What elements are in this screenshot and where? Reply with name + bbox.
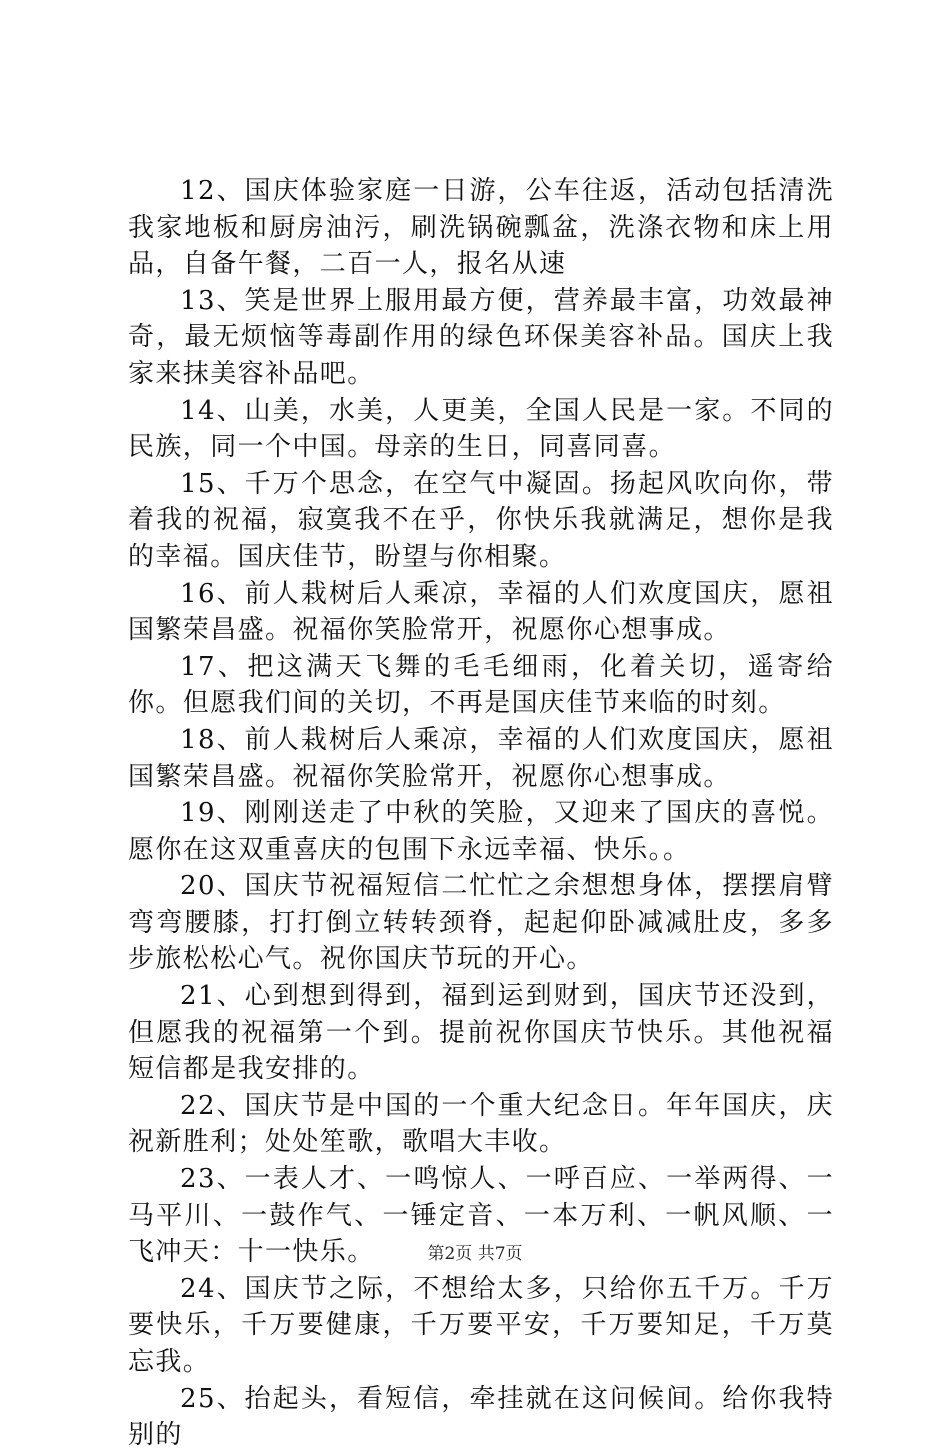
paragraph-17: 17、把这满天飞舞的毛毛细雨，化着关切，遥寄给你。但愿我们间的关切，不再是国庆佳节来临的时刻。 [128,651,834,719]
paragraph-18: 18、前人栽树后人乘凉，幸福的人们欢度国庆，愿祖国繁荣昌盛。祝福你笑脸常开，祝愿你心想事成。 [128,724,834,792]
paragraph-20: 20、国庆节祝福短信二忙忙之余想想身体，摆摆肩臂弯弯腰膝，打打倒立转转颈脊，起起仰卧减减肚皮，多多步旅松松心气。祝你国庆节玩的开心。 [128,871,834,975]
paragraph-21: 21、心到想到得到，福到运到财到，国庆节还没到，但愿我的祝福第一个到。提前祝你国庆节快乐。其他祝福短信都是我安排的。 [128,981,834,1085]
paragraph-14: 14、山美，水美，人更美，全国人民是一家。不同的民族，同一个中国。母亲的生日，同喜同喜。 [128,395,834,463]
paragraph-13: 13、笑是世界上服用最方便，营养最丰富，功效最神奇，最无烦恼等毒副作用的绿色环保美容补品。国庆上我家来抹美容补品吧。 [128,285,834,389]
paragraph-23: 23、一表人才、一鸣惊人、一呼百应、一举两得、一马平川、一鼓作气、一锤定音、一本万利、一帆风顺、一飞冲天：十一快乐。 [128,1164,834,1268]
paragraph-24: 24、国庆节之际，不想给太多，只给你五千万。千万要快乐，千万要健康，千万要平安，千万要知足，千万莫忘我。 [128,1273,834,1377]
paragraph-25: 25、抬起头，看短信，牵挂就在这问候间。给你我特别的 [128,1383,834,1451]
page-footer: 第2页 共7页 [427,1244,523,1264]
paragraph-22: 22、国庆节是中国的一个重大纪念日。年年国庆，庆祝新胜利；处处笙歌，歌唱大丰收。 [128,1090,834,1158]
paragraph-19: 19、刚刚送走了中秋的笑脸，又迎来了国庆的喜悦。愿你在这双重喜庆的包围下永远幸福、快乐。。 [128,798,834,865]
paragraph-15: 15、千万个思念，在空气中凝固。扬起风吹向你，带着我的祝福，寂寞我不在乎，你快乐我就满足，想你是我的幸福。国庆佳节，盼望与你相聚。 [128,468,834,572]
paragraph-12: 12、国庆体验家庭一日游，公车往返，活动包括清洗我家地板和厨房油污，刷洗锅碗瓢盆，洗涤衣物和床上用品，自备午餐，二百一人，报名从速 [128,176,834,280]
paragraph-16: 16、前人栽树后人乘凉，幸福的人们欢度国庆，愿祖国繁荣昌盛。祝福你笑脸常开，祝愿你心想事成。 [128,578,834,646]
